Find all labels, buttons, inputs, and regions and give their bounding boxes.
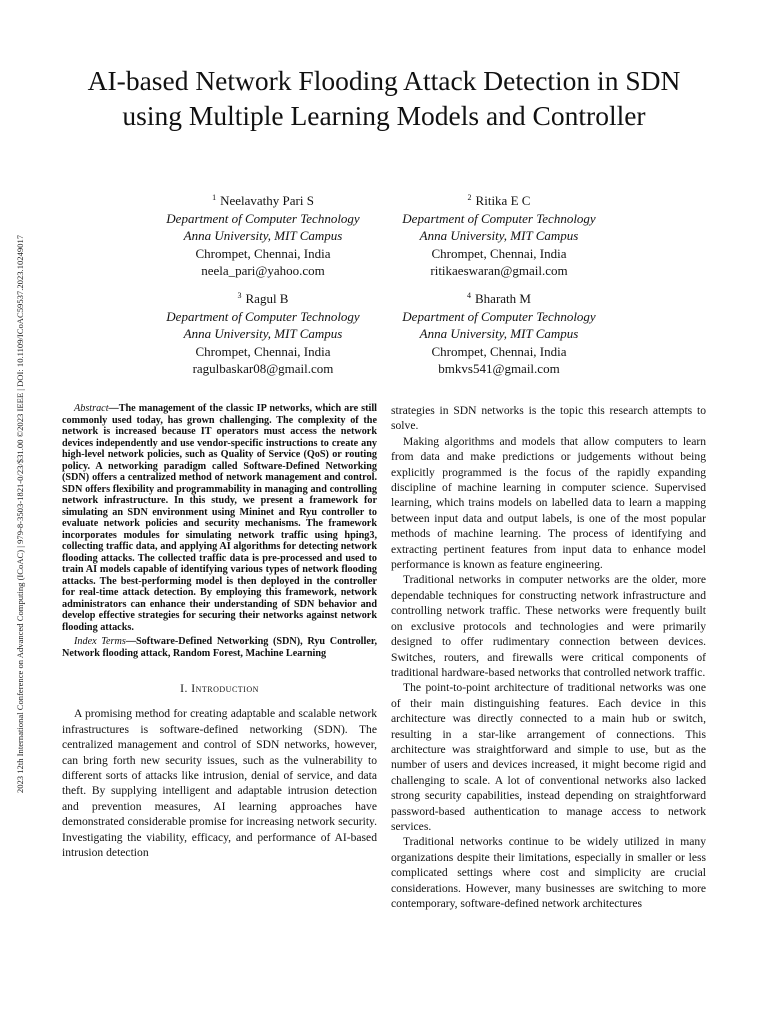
body-paragraph: strategies in SDN networks is the topic this research attempts to solve. [391, 404, 706, 433]
author-name-line [133, 287, 393, 308]
author-department: Department of Computer Technology [402, 308, 596, 324]
author-email: ragulbaskar08@gmail.com [192, 361, 334, 377]
index-terms-text: —Software-Defined Networking (SDN), Ryu Controller, Network flooding attack, Random Forest, Machine Learning [62, 636, 377, 659]
author-name-line [369, 287, 629, 308]
author-number: 3 [237, 291, 242, 300]
author-department: Department of Computer Technology [402, 210, 596, 226]
author-name-line [133, 189, 393, 210]
abstract-text: —The management of the classic IP networks, which are still commonly used today, has grown challenging. The complexity of the network is increased because IT operators must access the network devices independently and use vendor-specific instructions to create any high-level network policies, such as Quality of Service (QoS) or routing policy. A networking paradigm called Software-Defined Networking (SDN) offers a centralized method of network management and control. SDN offers flexibility and programmability in managing and controlling network infrastructure. In this study, we present a framework for simulating an SDN environment using Mininet and Ryu controller to evaluate network policies and security mechanisms. The framework incorporates modules for simulating network traffic using hping3, collecting traffic data, and applying AI algorithms for detecting network flooding attacks. The collected traffic data is pre-processed and used to train AI models capable of identifying various types of network flooding attacks. The best-performing model is then deployed in the controller for real-time attack detection. By employing this framework, network administrators can enhance their understanding of SDN behavior and develop effective strategies for securing their networks against network flooding attacks. [62, 403, 377, 633]
author-university: Anna University, MIT Campus [419, 326, 579, 342]
author-name: Ritika E C [475, 193, 531, 208]
body-paragraph: Traditional networks continue to be widely utilized in many organizations despite their limitations, especially in smaller or less complicated settings where cost and simplicity are crucial considerations. However, many businesses are switching to more contemporary, software-defined network architectures [391, 835, 706, 910]
author-name: Ragul B [245, 291, 289, 306]
author-block-2 [369, 189, 629, 280]
author-department: Department of Computer Technology [166, 308, 360, 324]
author-name: Neelavathy Pari S [220, 193, 314, 208]
author-department: Department of Computer Technology [166, 210, 360, 226]
author-number: 1 [212, 193, 217, 202]
author-university: Anna University, MIT Campus [419, 228, 579, 244]
author-block-3 [133, 287, 393, 378]
right-column [391, 403, 706, 911]
index-terms [62, 636, 377, 659]
author-university: Anna University, MIT Campus [183, 228, 343, 244]
left-column [62, 403, 377, 860]
index-terms-label: Index Terms [74, 636, 126, 647]
conference-doi-text: 2023 12th International Conference on Advanced Computing (ICoAC) | 979-8-3503-1821-0/23/$31.00 ©2023 IEEE | DOI: 10.1109/ICoAC59537.2023.10249017 [15, 234, 25, 793]
author-name: Bharath M [475, 291, 531, 306]
body-paragraph: Making algorithms and models that allow computers to learn from data and make predictions or judgements without being explicitly programmed is the focus of the rapidly expanding discipline of machine learning in computer science. Supervised learning, which trains models on labelled data to learn a mapping between input data and output labels, is one of the most popular methods of machine learning. The process of identifying and extracting pertinent features from input data to enhance model performance is known as feature engineering. [391, 434, 706, 572]
author-location: Chrompet, Chennai, India [431, 245, 567, 261]
section-numeral: I. [180, 682, 188, 695]
author-location: Chrompet, Chennai, India [195, 245, 331, 261]
author-number: 4 [467, 291, 472, 300]
body-paragraph: The point-to-point architecture of traditional networks was one of their main distinguishing features. Each device in this architecture was directly connected to a main hub or switch, resulting in a star-like arrangement of connections. This architecture was straightforward and simple to use, but as the number of users and devices increased, it might become rigid and challenging to scale. A lot of conventional networks also lacked strong security capabilities, instead depending on straightforward password-based authentication to manage access to network services. [391, 681, 706, 833]
abstract-label: Abstract [74, 403, 109, 414]
body-paragraph: A promising method for creating adaptable and scalable network infrastructures is software-defined networking (SDN). The centralized management and control of SDN networks, however, can bring forth new security issues, such as the vulnerability to different sorts of attacks like intrusion, denial of service, and data theft. By supplying intelligent and adaptable intrusion detection and prevention measures, AI learning approaches have demonstrated considerable promise for increasing network security. Investigating the viability, efficacy, and performance of AI-based intrusion detection [62, 707, 377, 860]
author-location: Chrompet, Chennai, India [195, 343, 331, 359]
author-block-4 [369, 287, 629, 378]
section-heading-introduction [62, 681, 377, 696]
author-location: Chrompet, Chennai, India [431, 343, 567, 359]
author-email: neela_pari@yahoo.com [201, 263, 325, 279]
author-block-1 [133, 189, 393, 280]
abstract [62, 403, 377, 633]
body-paragraph: Traditional networks in computer networks are the older, more dependable techniques for constructing network infrastructure and controlling network traffic. These networks were frequently built on exclusive protocols and technologies and were primarily designed to offer rudimentary connection between devices. Switches, routers, and firewalls were critical components of traditional hardware-based networks that controlled network traffic. [391, 573, 706, 679]
author-name-line [369, 189, 629, 210]
author-email: ritikaeswaran@gmail.com [430, 263, 568, 279]
author-email: bmkvs541@gmail.com [438, 361, 560, 377]
paper-title: AI-based Network Flooding Attack Detection in SDN using Multiple Learning Models and Controller [87, 65, 681, 131]
section-title: Introduction [191, 682, 259, 695]
author-university: Anna University, MIT Campus [183, 326, 343, 342]
author-number: 2 [467, 193, 472, 202]
conference-doi-sidebar [2, 176, 38, 851]
